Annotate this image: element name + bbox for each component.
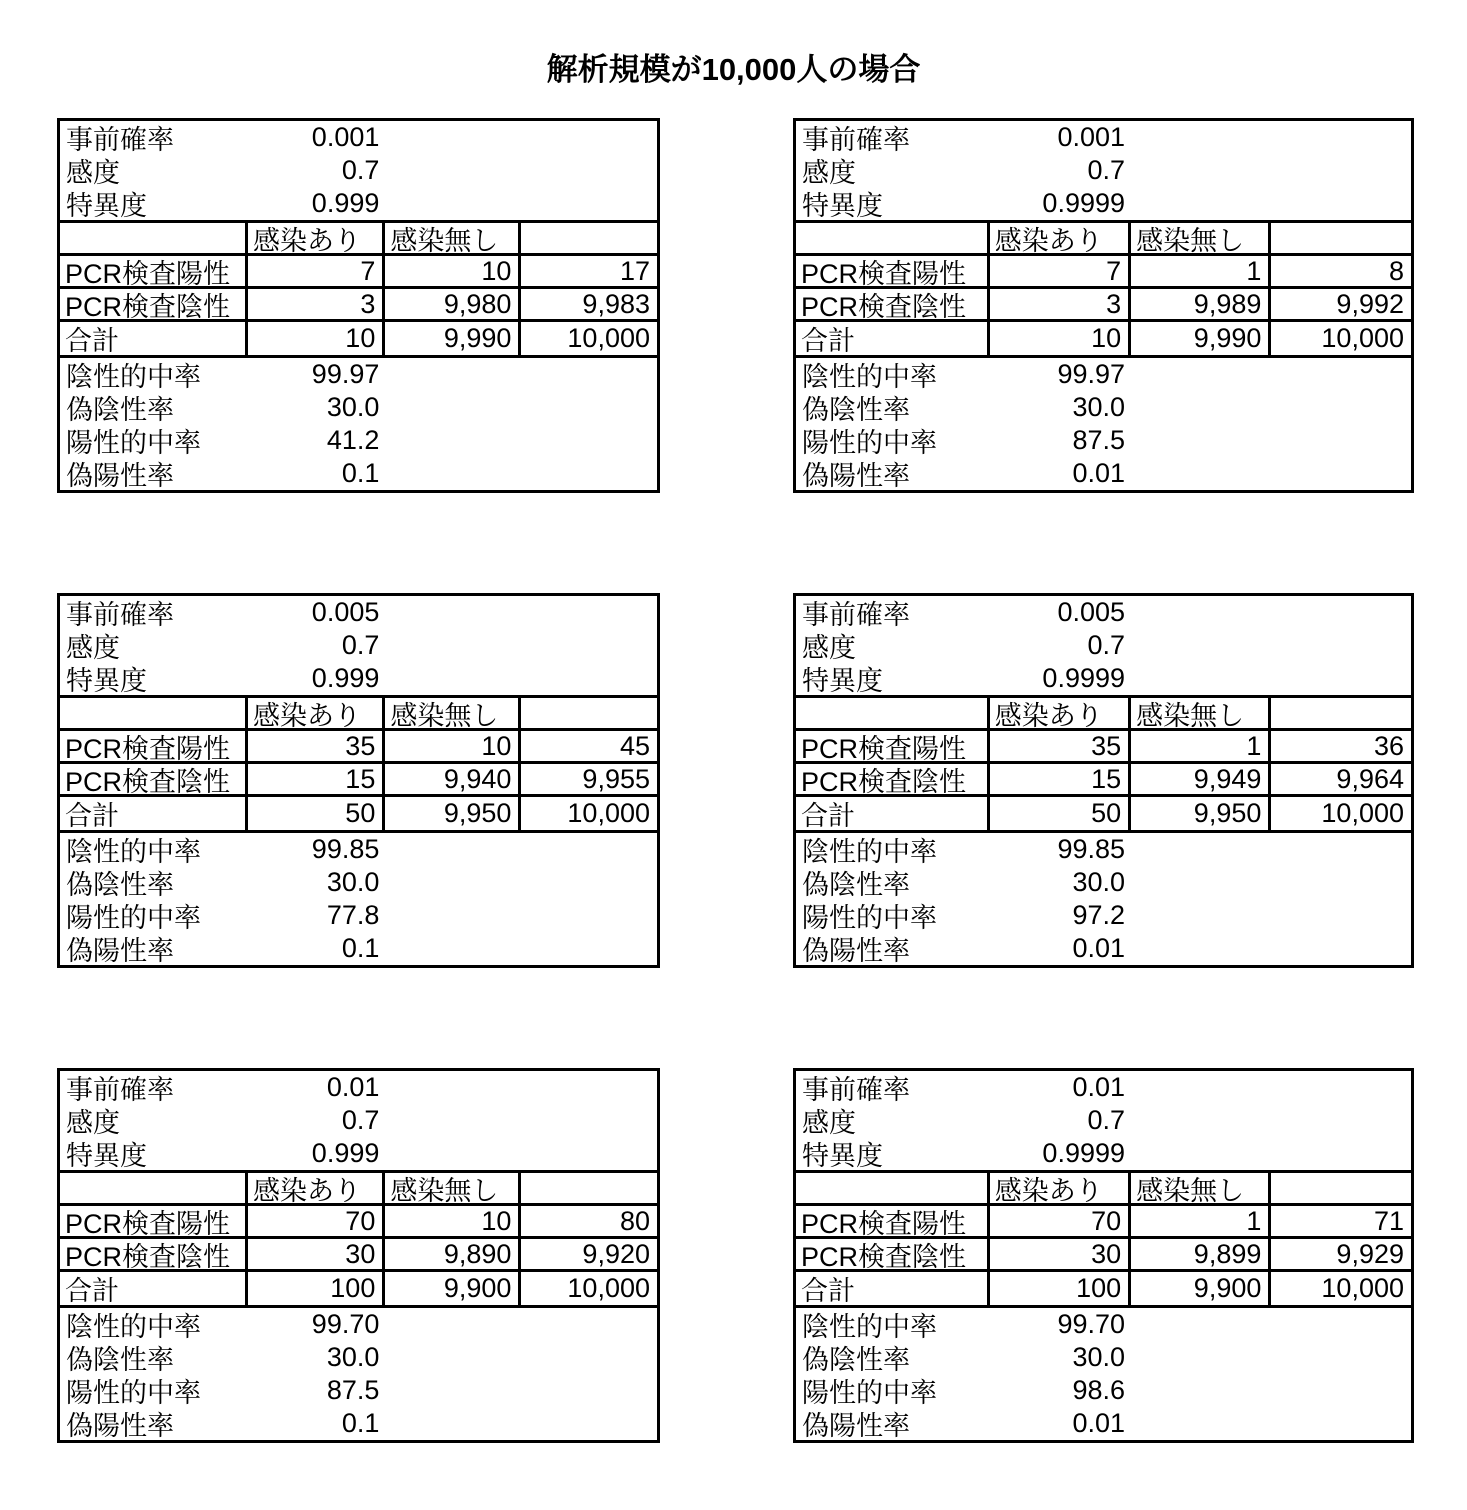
ppv-value: 97.2	[1072, 900, 1126, 930]
pcr-positive-row-total: 80	[521, 1206, 657, 1239]
row-label-total: 合計	[60, 797, 248, 830]
specificity-value: 0.9999	[1042, 1138, 1126, 1168]
col-header-row-total	[521, 223, 657, 256]
result-table-0	[57, 118, 660, 493]
npv-value: 99.97	[1057, 359, 1126, 389]
npv-label: 陰性的中率	[802, 362, 937, 392]
col-header-infected: 感染あり	[248, 698, 385, 731]
total-not-infected-count: 9,990	[385, 322, 521, 355]
sensitivity-value: 0.7	[1087, 1105, 1126, 1135]
pcr-negative-not-infected-count: 9,980	[385, 289, 521, 322]
fnr-row	[796, 391, 1411, 424]
sensitivity-label: 感度	[66, 633, 120, 663]
npv-value: 99.85	[1057, 834, 1126, 864]
fnr-value: 30.0	[326, 867, 380, 897]
pcr-negative-infected-count: 3	[248, 289, 385, 322]
row-label-pcr-positive: PCR検査陽性	[796, 731, 990, 764]
corner-cell	[60, 223, 248, 256]
ppv-row	[60, 424, 657, 457]
specificity-label: 特異度	[802, 191, 883, 221]
prior-row	[796, 121, 1411, 154]
col-header-not-infected: 感染無し	[1131, 1173, 1271, 1206]
ppv-value: 87.5	[1072, 425, 1126, 455]
total-infected-count: 10	[990, 322, 1131, 355]
prior-value: 0.005	[311, 597, 380, 627]
corner-cell	[796, 698, 990, 731]
col-header-infected: 感染あり	[248, 223, 385, 256]
parameters-section-1	[793, 118, 1414, 223]
fnr-label: 偽陰性率	[802, 1345, 910, 1375]
contingency-grid-4	[57, 1170, 660, 1308]
fpr-value: 0.1	[341, 933, 380, 963]
npv-label: 陰性的中率	[66, 362, 201, 392]
total-grand-total: 10,000	[1321, 798, 1404, 828]
total-not-infected-count: 9,950	[1131, 797, 1271, 830]
specificity-label: 特異度	[802, 666, 883, 696]
contingency-grid-5	[793, 1170, 1414, 1308]
pcr-positive-infected-count: 7	[248, 256, 385, 289]
pcr-negative-row-total: 9,983	[521, 289, 657, 322]
fnr-value: 30.0	[1072, 392, 1126, 422]
ppv-label: 陽性的中率	[66, 428, 201, 458]
prior-value: 0.005	[1057, 597, 1126, 627]
prior-value: 0.01	[1072, 1072, 1126, 1102]
npv-value: 99.70	[311, 1309, 380, 1339]
npv-row	[796, 358, 1411, 391]
ppv-value: 77.8	[326, 900, 380, 930]
pcr-positive-row-total: 36	[1271, 731, 1411, 764]
total-not-infected-count: 9,900	[385, 1272, 521, 1305]
pcr-positive-not-infected-count: 1	[1131, 256, 1271, 289]
row-label-pcr-negative: PCR検査陰性	[60, 1239, 248, 1272]
pcr-positive-not-infected-count: 10	[385, 256, 521, 289]
pcr-negative-row-total: 9,992	[1271, 289, 1411, 322]
prior-row	[796, 596, 1411, 629]
total-not-infected-count: 9,900	[1131, 1272, 1271, 1305]
specificity-value: 0.9999	[1042, 188, 1126, 218]
result-table-5	[793, 1068, 1414, 1443]
fnr-value: 30.0	[1072, 1342, 1126, 1372]
pcr-negative-row-total: 9,929	[1271, 1239, 1411, 1272]
col-header-infected: 感染あり	[990, 223, 1131, 256]
fpr-row	[796, 457, 1411, 490]
pcr-negative-infected-count: 15	[248, 764, 385, 797]
specificity-label: 特異度	[66, 1141, 147, 1171]
specificity-row	[60, 1137, 657, 1170]
pcr-positive-not-infected-count: 10	[385, 1206, 521, 1239]
pcr-positive-infected-count: 35	[248, 731, 385, 764]
sensitivity-value: 0.7	[341, 1105, 380, 1135]
sensitivity-value: 0.7	[1087, 630, 1126, 660]
prior-value: 0.01	[326, 1072, 380, 1102]
prior-row	[60, 596, 657, 629]
parameters-section-0	[57, 118, 660, 223]
row-label-total: 合計	[796, 797, 990, 830]
total-infected-count: 50	[248, 797, 385, 830]
row-label-pcr-negative: PCR検査陰性	[796, 764, 990, 797]
col-header-not-infected: 感染無し	[385, 698, 521, 731]
specificity-row	[60, 662, 657, 695]
pcr-positive-row-total: 17	[521, 256, 657, 289]
total-grand-total: 10,000	[567, 798, 650, 828]
ppv-value: 41.2	[326, 425, 380, 455]
fpr-label: 偽陽性率	[66, 461, 174, 491]
fnr-label: 偽陰性率	[802, 870, 910, 900]
prior-label: 事前確率	[802, 1075, 910, 1105]
pcr-negative-infected-count: 15	[990, 764, 1131, 797]
ppv-value: 98.6	[1072, 1375, 1126, 1405]
col-header-row-total	[521, 698, 657, 731]
sensitivity-row	[796, 1104, 1411, 1137]
npv-label: 陰性的中率	[802, 837, 937, 867]
specificity-value: 0.999	[311, 663, 380, 693]
pcr-positive-infected-count: 35	[990, 731, 1131, 764]
fpr-row	[60, 457, 657, 490]
fnr-row	[796, 866, 1411, 899]
ppv-label: 陽性的中率	[66, 903, 201, 933]
stats-section-5	[793, 1305, 1414, 1443]
ppv-label: 陽性的中率	[802, 903, 937, 933]
total-infected-count: 100	[248, 1272, 385, 1305]
sensitivity-label: 感度	[66, 158, 120, 188]
pcr-positive-row-total: 8	[1271, 256, 1411, 289]
corner-cell	[796, 1173, 990, 1206]
contingency-grid-2	[57, 695, 660, 833]
pcr-positive-row-total: 45	[521, 731, 657, 764]
stats-section-3	[793, 830, 1414, 968]
fpr-value: 0.1	[341, 458, 380, 488]
npv-row	[60, 358, 657, 391]
sensitivity-label: 感度	[802, 1108, 856, 1138]
result-table-2	[57, 593, 660, 968]
specificity-row	[796, 1137, 1411, 1170]
specificity-row	[60, 187, 657, 220]
total-infected-count: 100	[990, 1272, 1131, 1305]
specificity-value: 0.9999	[1042, 663, 1126, 693]
fpr-label: 偽陽性率	[802, 461, 910, 491]
pcr-positive-not-infected-count: 1	[1131, 1206, 1271, 1239]
prior-label: 事前確率	[802, 125, 910, 155]
fpr-row	[796, 1407, 1411, 1440]
total-infected-count: 50	[990, 797, 1131, 830]
pcr-negative-not-infected-count: 9,989	[1131, 289, 1271, 322]
col-header-row-total	[1271, 698, 1411, 731]
fnr-row	[60, 1341, 657, 1374]
prior-value: 0.001	[311, 122, 380, 152]
fnr-label: 偽陰性率	[66, 1345, 174, 1375]
specificity-value: 0.999	[311, 188, 380, 218]
fpr-value: 0.1	[341, 1408, 380, 1438]
npv-label: 陰性的中率	[66, 837, 201, 867]
corner-cell	[60, 1173, 248, 1206]
col-header-not-infected: 感染無し	[385, 1173, 521, 1206]
total-not-infected-count: 9,950	[385, 797, 521, 830]
total-not-infected-count: 9,990	[1131, 322, 1271, 355]
fpr-value: 0.01	[1072, 458, 1126, 488]
prior-label: 事前確率	[66, 600, 174, 630]
npv-value: 99.85	[311, 834, 380, 864]
col-header-row-total	[1271, 223, 1411, 256]
total-grand-total: 10,000	[567, 323, 650, 353]
fpr-label: 偽陽性率	[802, 936, 910, 966]
fpr-label: 偽陽性率	[802, 1411, 910, 1441]
stats-section-2	[57, 830, 660, 968]
sensitivity-row	[796, 629, 1411, 662]
result-table-3	[793, 593, 1414, 968]
npv-row	[796, 833, 1411, 866]
prior-row	[60, 121, 657, 154]
row-label-pcr-negative: PCR検査陰性	[796, 289, 990, 322]
pcr-positive-infected-count: 70	[248, 1206, 385, 1239]
fpr-value: 0.01	[1072, 1408, 1126, 1438]
specificity-label: 特異度	[802, 1141, 883, 1171]
row-label-total: 合計	[60, 322, 248, 355]
row-label-pcr-positive: PCR検査陽性	[60, 256, 248, 289]
total-grand-total: 10,000	[1321, 1273, 1404, 1303]
fnr-row	[60, 866, 657, 899]
npv-value: 99.97	[311, 359, 380, 389]
pcr-negative-infected-count: 3	[990, 289, 1131, 322]
fnr-value: 30.0	[326, 392, 380, 422]
fnr-row	[796, 1341, 1411, 1374]
pcr-positive-infected-count: 7	[990, 256, 1131, 289]
result-table-1	[793, 118, 1414, 493]
sensitivity-value: 0.7	[341, 630, 380, 660]
ppv-row	[60, 1374, 657, 1407]
fpr-value: 0.01	[1072, 933, 1126, 963]
result-table-4	[57, 1068, 660, 1443]
parameters-section-5	[793, 1068, 1414, 1173]
sensitivity-label: 感度	[802, 158, 856, 188]
corner-cell	[60, 698, 248, 731]
col-header-not-infected: 感染無し	[1131, 698, 1271, 731]
sensitivity-row	[60, 154, 657, 187]
prior-row	[796, 1071, 1411, 1104]
parameters-section-3	[793, 593, 1414, 698]
fnr-value: 30.0	[326, 1342, 380, 1372]
col-header-not-infected: 感染無し	[385, 223, 521, 256]
total-infected-count: 10	[248, 322, 385, 355]
row-label-total: 合計	[796, 1272, 990, 1305]
pcr-negative-not-infected-count: 9,890	[385, 1239, 521, 1272]
row-label-total: 合計	[60, 1272, 248, 1305]
pcr-negative-infected-count: 30	[990, 1239, 1131, 1272]
fpr-row	[60, 932, 657, 965]
specificity-row	[796, 662, 1411, 695]
contingency-grid-3	[793, 695, 1414, 833]
pcr-positive-row-total: 71	[1271, 1206, 1411, 1239]
pcr-negative-infected-count: 30	[248, 1239, 385, 1272]
npv-row	[796, 1308, 1411, 1341]
pcr-negative-not-infected-count: 9,949	[1131, 764, 1271, 797]
fnr-row	[60, 391, 657, 424]
sensitivity-row	[796, 154, 1411, 187]
npv-value: 99.70	[1057, 1309, 1126, 1339]
corner-cell	[796, 223, 990, 256]
ppv-label: 陽性的中率	[66, 1378, 201, 1408]
sensitivity-value: 0.7	[1087, 155, 1126, 185]
col-header-row-total	[521, 1173, 657, 1206]
row-label-pcr-positive: PCR検査陽性	[796, 1206, 990, 1239]
fpr-row	[60, 1407, 657, 1440]
specificity-label: 特異度	[66, 666, 147, 696]
col-header-row-total	[1271, 1173, 1411, 1206]
col-header-infected: 感染あり	[990, 698, 1131, 731]
fnr-label: 偽陰性率	[66, 395, 174, 425]
sensitivity-row	[60, 1104, 657, 1137]
fpr-row	[796, 932, 1411, 965]
parameters-section-2	[57, 593, 660, 698]
npv-label: 陰性的中率	[802, 1312, 937, 1342]
row-label-pcr-negative: PCR検査陰性	[60, 764, 248, 797]
prior-label: 事前確率	[66, 1075, 174, 1105]
pcr-negative-not-infected-count: 9,940	[385, 764, 521, 797]
ppv-row	[796, 1374, 1411, 1407]
prior-row	[60, 1071, 657, 1104]
row-label-total: 合計	[796, 322, 990, 355]
pcr-negative-row-total: 9,920	[521, 1239, 657, 1272]
sensitivity-row	[60, 629, 657, 662]
pcr-positive-infected-count: 70	[990, 1206, 1131, 1239]
total-grand-total: 10,000	[567, 1273, 650, 1303]
prior-label: 事前確率	[802, 600, 910, 630]
stats-section-4	[57, 1305, 660, 1443]
col-header-not-infected: 感染無し	[1131, 223, 1271, 256]
fnr-value: 30.0	[1072, 867, 1126, 897]
parameters-section-4	[57, 1068, 660, 1173]
pcr-negative-not-infected-count: 9,899	[1131, 1239, 1271, 1272]
prior-value: 0.001	[1057, 122, 1126, 152]
fnr-label: 偽陰性率	[66, 870, 174, 900]
ppv-label: 陽性的中率	[802, 428, 937, 458]
ppv-row	[796, 424, 1411, 457]
sensitivity-value: 0.7	[341, 155, 380, 185]
specificity-row	[796, 187, 1411, 220]
fpr-label: 偽陽性率	[66, 1411, 174, 1441]
npv-row	[60, 1308, 657, 1341]
stats-section-0	[57, 355, 660, 493]
row-label-pcr-negative: PCR検査陰性	[796, 1239, 990, 1272]
ppv-row	[60, 899, 657, 932]
row-label-pcr-positive: PCR検査陽性	[796, 256, 990, 289]
stats-section-1	[793, 355, 1414, 493]
prior-label: 事前確率	[66, 125, 174, 155]
col-header-infected: 感染あり	[990, 1173, 1131, 1206]
total-grand-total: 10,000	[1321, 323, 1404, 353]
sensitivity-label: 感度	[802, 633, 856, 663]
sensitivity-label: 感度	[66, 1108, 120, 1138]
npv-row	[60, 833, 657, 866]
specificity-value: 0.999	[311, 1138, 380, 1168]
row-label-pcr-positive: PCR検査陽性	[60, 1206, 248, 1239]
ppv-value: 87.5	[326, 1375, 380, 1405]
col-header-infected: 感染あり	[248, 1173, 385, 1206]
page-title: 解析規模が10,000人の場合	[546, 52, 921, 87]
row-label-pcr-negative: PCR検査陰性	[60, 289, 248, 322]
fnr-label: 偽陰性率	[802, 395, 910, 425]
pcr-positive-not-infected-count: 1	[1131, 731, 1271, 764]
ppv-label: 陽性的中率	[802, 1378, 937, 1408]
pcr-negative-row-total: 9,964	[1271, 764, 1411, 797]
pcr-positive-not-infected-count: 10	[385, 731, 521, 764]
fpr-label: 偽陽性率	[66, 936, 174, 966]
specificity-label: 特異度	[66, 191, 147, 221]
contingency-grid-0	[57, 220, 660, 358]
pcr-negative-row-total: 9,955	[521, 764, 657, 797]
npv-label: 陰性的中率	[66, 1312, 201, 1342]
row-label-pcr-positive: PCR検査陽性	[60, 731, 248, 764]
ppv-row	[796, 899, 1411, 932]
contingency-grid-1	[793, 220, 1414, 358]
